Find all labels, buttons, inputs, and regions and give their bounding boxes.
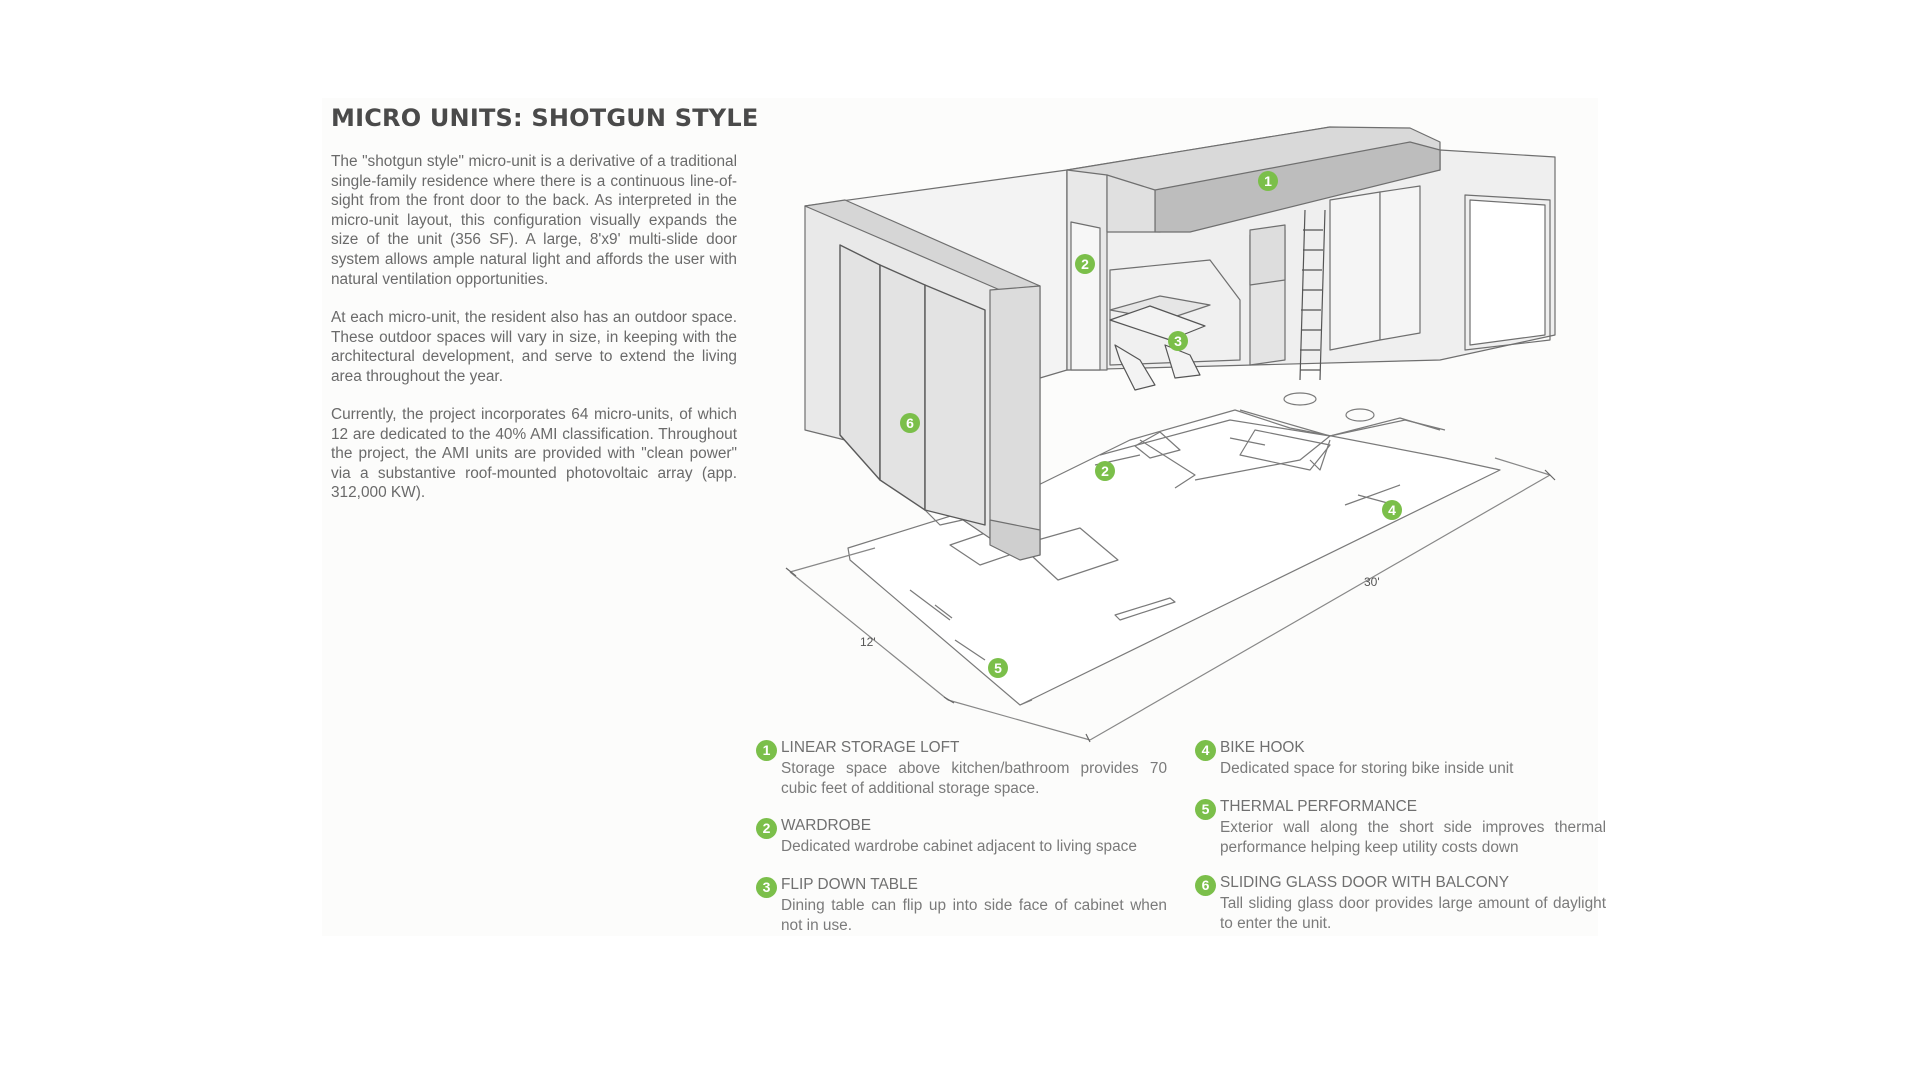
legend-description: Exterior wall along the short side improves thermal performance helping keep utility costs down xyxy=(1220,819,1606,856)
legend-number-badge: 6 xyxy=(1195,875,1216,896)
callout-4 xyxy=(1382,500,1402,520)
legend-heading: THERMAL PERFORMANCE xyxy=(1220,798,1417,815)
short-side-dimension: 12' xyxy=(860,635,876,649)
long-side-dimension: 30' xyxy=(1364,575,1380,589)
svg-text:2: 2 xyxy=(1101,463,1109,479)
legend-number-badge: 1 xyxy=(756,740,777,761)
legend-number-badge: 5 xyxy=(1195,799,1216,820)
intro-paragraph: The "shotgun style" micro-unit is a derivative of a traditional single-family residence where there is a continuous line-of-sight from the front door to the back. As interpreted in the micro-unit layout, this configuration visually expands the size of the unit (356 SF). A large, 8'x9' multi-slide door system allows ample natural light and affords the user with natural ventilation opportunities. xyxy=(331,153,737,288)
svg-text:6: 6 xyxy=(906,415,914,431)
legend-number-badge: 2 xyxy=(756,818,777,839)
legend-heading: FLIP DOWN TABLE xyxy=(781,876,918,893)
callout-5 xyxy=(988,658,1008,678)
legend-number-badge: 3 xyxy=(756,877,777,898)
callout-3 xyxy=(1168,331,1188,351)
legend-description: Dining table can flip up into side face of cabinet when not in use. xyxy=(781,897,1167,934)
legend-description: Tall sliding glass door provides large amount of daylight to enter the unit. xyxy=(1220,895,1606,932)
legend-heading: BIKE HOOK xyxy=(1220,739,1305,756)
callout-6 xyxy=(900,413,920,433)
callout-2-wardrobe xyxy=(1075,254,1095,274)
svg-text:5: 5 xyxy=(994,660,1002,676)
legend-description: Dedicated wardrobe cabinet adjacent to living space xyxy=(781,838,1137,855)
legend-number-badge: 4 xyxy=(1195,740,1216,761)
legend-description: Dedicated space for storing bike inside unit xyxy=(1220,760,1514,777)
svg-text:3: 3 xyxy=(1174,333,1182,349)
callout-2-floor xyxy=(1095,461,1115,481)
project-paragraph: Currently, the project incorporates 64 micro-units, of which 12 are dedicated to the 40% AMI classification. Throughout the project, the AMI units are provided with "clean power" via a substantive roof-mounted photovoltaic array (app. 312,000 KW). xyxy=(331,406,737,502)
legend-heading: LINEAR STORAGE LOFT xyxy=(781,739,960,756)
legend-description: Storage space above kitchen/bathroom provides 70 cubic feet of additional storage space. xyxy=(781,760,1167,797)
outdoor-space-paragraph: At each micro-unit, the resident also has an outdoor space. These outdoor spaces will vary in size, in keeping with the architectural development, and serve to extend the living area throughout the year. xyxy=(331,309,737,385)
svg-text:1: 1 xyxy=(1264,173,1272,189)
callout-1 xyxy=(1258,171,1278,191)
page-title: MICRO UNITS: SHOTGUN STYLE xyxy=(331,104,759,132)
svg-text:4: 4 xyxy=(1388,502,1396,518)
legend-heading: SLIDING GLASS DOOR WITH BALCONY xyxy=(1220,874,1510,891)
legend-heading: WARDROBE xyxy=(781,817,872,834)
svg-text:2: 2 xyxy=(1081,256,1089,272)
